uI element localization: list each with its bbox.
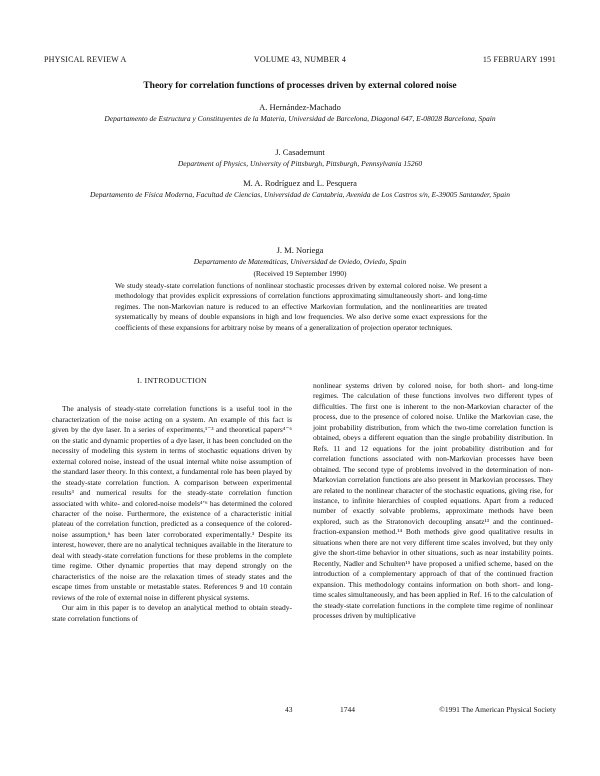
copyright-notice: ©1991 The American Physical Society bbox=[439, 705, 556, 714]
section-heading: I. INTRODUCTION bbox=[137, 376, 207, 385]
author-block-4 bbox=[80, 246, 520, 266]
page-footer bbox=[285, 705, 556, 715]
author-affiliation: Departamento de Matemáticas, Universidad de Oviedo, Oviedo, Spain bbox=[193, 256, 407, 266]
author-affiliation: Departamento de Estructura y Constituyentes de la Materia, Universidad de Barcelona, Diagonal 647, E-08028 Barcelona, Spain bbox=[104, 113, 496, 123]
volume-number: VOLUME 43, NUMBER 4 bbox=[253, 55, 347, 64]
author-name: J. M. Noriega bbox=[276, 245, 324, 255]
author-block-1 bbox=[80, 103, 520, 123]
author-affiliation: Department of Physics, University of Pittsburgh, Pittsburgh, Pennsylvania 15260 bbox=[177, 158, 423, 168]
author-affiliation: Departamento de Física Moderna, Facultad de Ciencias, Universidad de Cantabria, Avenida de Los Castros s/n, E-39005 Santander, Spain bbox=[90, 189, 510, 199]
author-block-2 bbox=[80, 148, 520, 168]
running-header bbox=[44, 55, 556, 67]
received-date: (Received 19 September 1990) bbox=[253, 269, 347, 278]
author-name: J. Casademunt bbox=[275, 147, 325, 157]
right-column bbox=[313, 381, 553, 621]
author-name: M. A. Rodríguez and L. Pesquera bbox=[243, 178, 357, 188]
paragraph: The analysis of steady-state correlation functions is a useful tool in the characterization of the noise acting on a system. An example of this fact is given by the dye laser. In a series of experiments,¹⁻³ and theoretical papers⁴⁻⁶ on the static and dynamic properties of a dye laser, it has been concluded on the necessity of modeling this system in terms of stochastic equations driven by external colored noise, instead of the usual internal white noise assumption of the standard laser theory. In this context, a fundamental role has been played by the steady-state correlation function. A comparison between experimental results³ and numerical results for the steady-state correlation function associated with white- and colored-noise models⁴ʼ⁶ has determined the colored character of the noise. Furthermore, the existence of a characteristic initial plateau of the correlation function, predicted as a consequence of the colored-noise assumption,⁶ has been later corroborated experimentally.³ Despite its interest, however, there are no analytical techniques available in the literature to deal with steady-state correlation functions for these problems in the complete time regime. Other dynamic properties that may depend strongly on the characteristics of the noise are the relaxation times of steady states and the escape times from unstable or metastable states. References 9 and 10 contain reviews of the role of external noise in different physical systems. bbox=[52, 404, 292, 602]
paragraph: nonlinear systems driven by colored noise, for both short- and long-time regimes. The calculation of these functions involves two different types of difficulties. The first one is inherent to the non-Markovian character of the process, due to the presence of colored noise. Unlike the Markovian case, the joint probability distribution, from which the two-time correlation function is obtained, obeys a different equation than the single probability distribution. In Refs. 11 and 12 equations for the joint probability distribution and for correlation functions associated with non-Markovian processes have been obtained. The second type of problems involved in the determination of non-Markovian correlation functions are also present in Markovian processes. They are related to the nonlinear character of the stochastic equations, giving rise, for instance, to infinite hierarchies of coupled equations. Apart from a reduced number of exactly solvable problems, approximate methods have been explored, such as the Stratonovich decoupling ansatz¹³ and the continued-fraction-expansion method.¹⁴ Both methods give good qualitative results in situations when there are not very different time scales involved, but they only give the short-time behavior in other situations, such as near instability points. Recently, Nadler and Schulten¹⁵ have proposed a unified scheme, based on the introduction of a complementary approach of that of the continued fraction expansion. This methodology contains information on both short- and long-time scales simultaneously, and has been applied in Ref. 16 to the calculation of the steady-state correlation functions in the complete time regime of nonlinear processes driven by multiplicative bbox=[313, 381, 553, 620]
left-column bbox=[52, 376, 292, 624]
author-name: A. Hernández-Machado bbox=[259, 102, 341, 112]
journal-name: PHYSICAL REVIEW A bbox=[44, 55, 127, 64]
author-block-3 bbox=[80, 179, 520, 199]
footer-volume: 43 bbox=[285, 705, 293, 714]
paragraph: Our aim in this paper is to develop an analytical method to obtain steady-state correlation functions of bbox=[52, 603, 292, 623]
issue-date: 15 FEBRUARY 1991 bbox=[482, 55, 556, 64]
paper-title: Theory for correlation functions of processes driven by external colored noise bbox=[143, 81, 457, 91]
abstract: We study steady-state correlation functions of nonlinear stochastic processes driven by external colored noise. We present a methodology that provides explicit expressions of correlation functions approximating simultaneously short- and long-time regimes. The non-Markovian nature is reduced to an effective Markovian formulation, and the nonlinearities are treated systematically by means of double expansions in high and low frequencies. We also derive some exact expressions for the coefficients of these expansions for arbitrary noise by means of a generalization of projection operator techniques. bbox=[115, 281, 487, 332]
footer-page-number: 1744 bbox=[340, 705, 355, 714]
